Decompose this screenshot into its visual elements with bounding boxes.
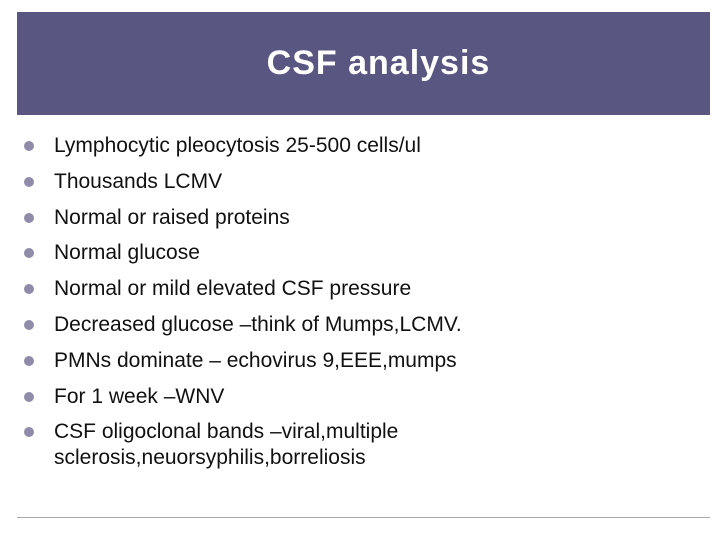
bullet-list [22, 133, 712, 481]
bullet-item [22, 348, 712, 374]
bullet-item [22, 205, 712, 231]
bullet-dot-icon [24, 213, 34, 223]
bullet-text: Thousands LCMV [54, 169, 223, 193]
bullet-item [22, 169, 712, 195]
bullet-dot-icon [24, 392, 34, 402]
bullet-dot-icon [24, 141, 34, 151]
bullet-item [22, 240, 712, 266]
bullet-item [22, 133, 712, 159]
bullet-text: Normal glucose [54, 241, 200, 265]
title-banner [17, 12, 710, 115]
footer-divider [17, 517, 710, 518]
bullet-text: Lymphocytic pleocytosis 25-500 cells/ul [54, 134, 421, 157]
bullet-dot-icon [24, 320, 34, 330]
bullet-text: PMNs dominate – echovirus 9,EEE,mumps [54, 348, 457, 372]
bullet-dot-icon [24, 248, 34, 258]
bullet-dot-icon [24, 284, 34, 294]
bullet-text: Normal or mild elevated CSF pressure [54, 277, 412, 301]
bullet-item [22, 276, 712, 302]
bullet-text: CSF oligoclonal bands –viral,multiple sclerosis,neuorsyphilis,borreliosis [54, 420, 399, 470]
slide-title: CSF analysis [266, 44, 491, 82]
bullet-item [22, 312, 712, 338]
bullet-item [22, 419, 474, 471]
slide-frame [0, 0, 728, 10]
bullet-dot-icon [24, 177, 34, 187]
bullet-text: For 1 week –WNV [54, 384, 225, 408]
bullet-dot-icon [24, 356, 34, 366]
bullet-dot-icon [24, 427, 34, 437]
bullet-text: Decreased glucose –think of Mumps,LCMV. [54, 312, 462, 336]
bullet-item [22, 384, 712, 410]
bullet-text: Normal or raised proteins [54, 205, 290, 229]
